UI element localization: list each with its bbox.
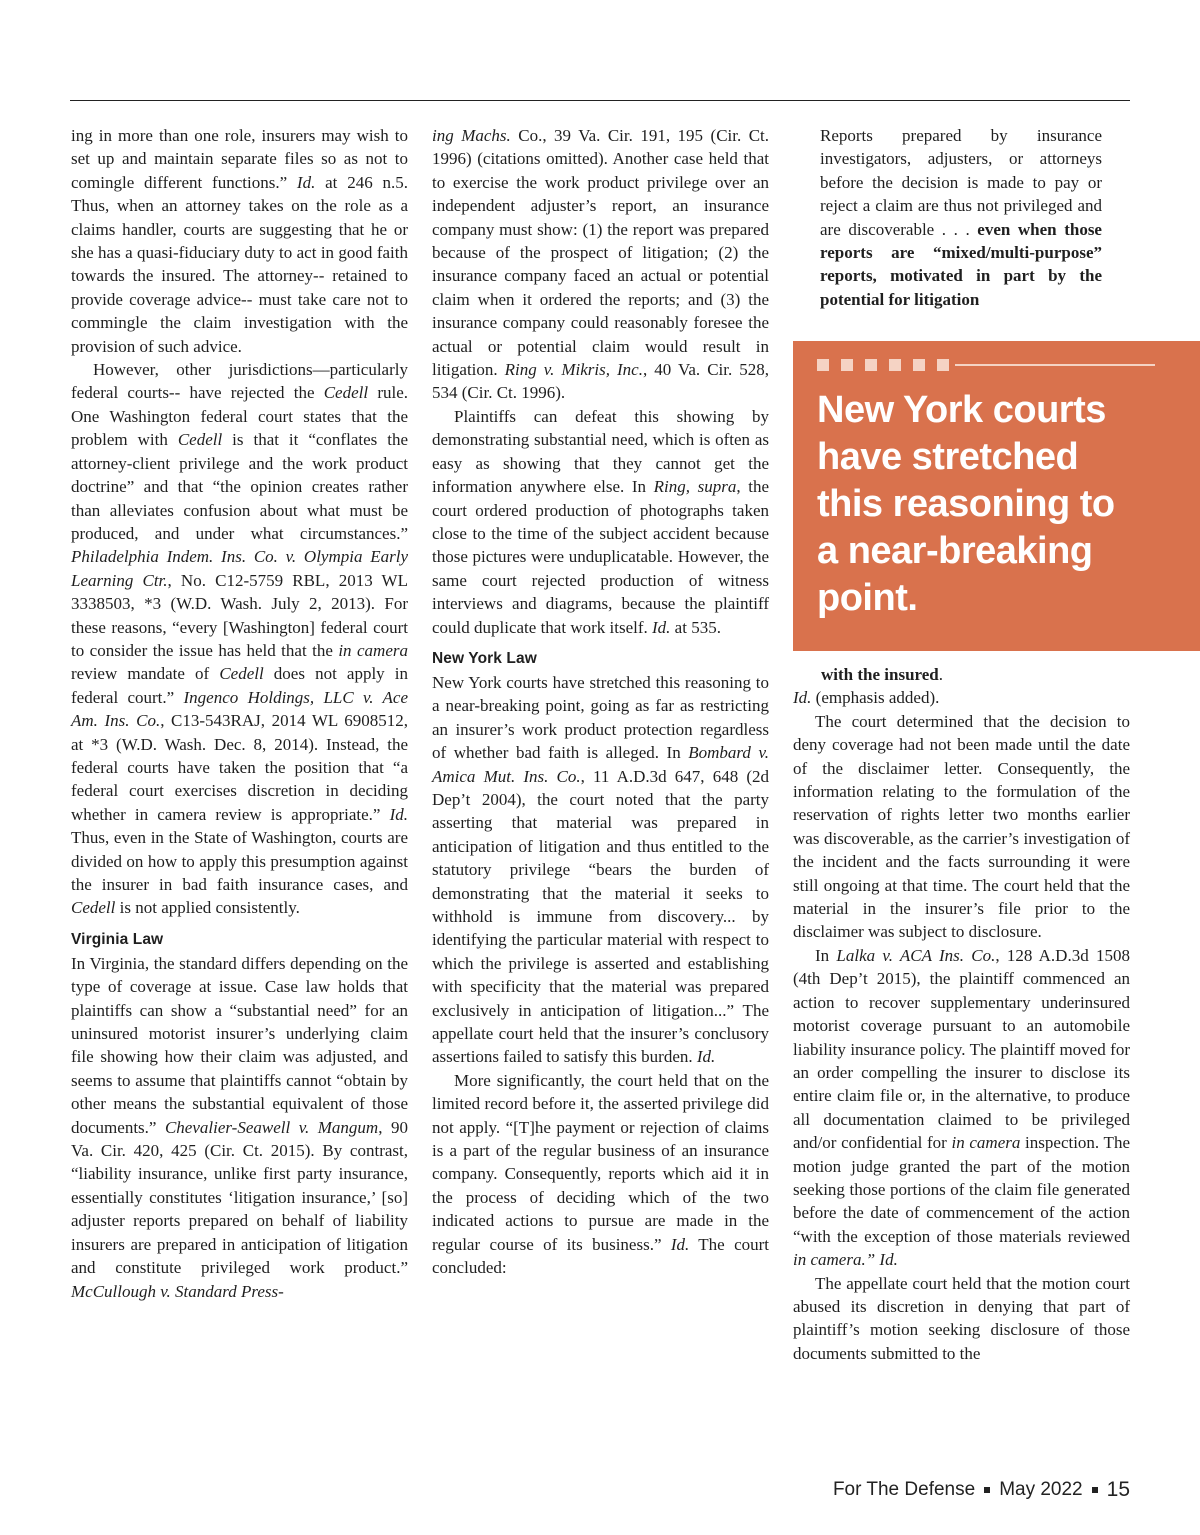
quote-text: Reports prepared by insurance investigators, adjusters, or attorneys before the decision is made to pay or reject a claim are thus not privileged and are discoverable . . . even when those reports are “mixed/multi-purpose” reports, motivated in part by the potential for litigation: [820, 126, 1102, 309]
column-2: [432, 124, 769, 1280]
column-1: [71, 124, 408, 1303]
paragraph: The court determined that the decision to deny coverage had not been made until the date of the disclaimer letter. Consequently, the information relating to the formulation of the reservation of rights letter two months earlier was discoverable, as the carrier’s investigation of the incident and the facts surrounding it were still ongoing at that time. The court held that the material in the insurer’s file prior to the disclaimer was subject to disclosure.: [793, 711, 1130, 942]
top-rule: [70, 100, 1130, 101]
issue-date: May 2022: [999, 1479, 1083, 1500]
bullet-separator: [1092, 1487, 1098, 1493]
column-3: [793, 663, 1130, 1365]
paragraph: More significantly, the court held that on the limited record before it, the asserted privilege did not apply. “[T]he payment or rejection of claims is a part of the regular business of an insurance company. Consequently, reports which aid it in the process of deciding which of the two indicated actions to pursue are made in the regular course of its business.” Id. The court concluded:: [432, 1070, 769, 1278]
paragraph: Plaintiffs can defeat this showing by demonstrating substantial need, which is often as easy as showing that they cannot get the information anywhere else. In Ring, supra, the court ordered production of photographs taken close to the time of the subject accident because those pictures were unduplicatable. However, the same court rejected production of witness interviews and diagrams, because the plaintiff could duplicate that work itself. Id. at 535.: [432, 406, 769, 637]
page-number: 15: [1106, 1478, 1130, 1501]
publication-name: For The Defense: [832, 1479, 976, 1500]
pull-quote-text: New York courts have stretched this reasoning to a near-breaking point.: [817, 389, 1115, 619]
section-heading-new-york: New York Law: [432, 649, 537, 667]
pull-quote-ornament: [817, 359, 1131, 371]
bullet-separator: [984, 1487, 990, 1493]
page-footer: [833, 1478, 1130, 1502]
paragraph: In Lalka v. ACA Ins. Co., 128 A.D.3d 1508 (4th Dep’t 2015), the plaintiff commenced an action to recover supplementary underinsured motorist coverage pursuant to an automobile liability insurance policy. The plaintiff moved for an order compelling the insurer to disclose its entire claim file or, in the alternative, to produce all documentation claimed to be privileged and/or confidential for in camera inspection. The motion judge granted the part of the motion seeking those portions of the claim file generated before the date of commencement of the action “with the exception of those materials reviewed in camera.” Id.: [793, 945, 1130, 1270]
citation: Id. (emphasis added).: [793, 688, 940, 708]
section-heading-virginia: Virginia Law: [71, 930, 164, 948]
paragraph: The appellate court held that the motion court abused its discretion in denying that part of plaintiff’s motion seeking disclosure of those documents submitted to the: [793, 1273, 1130, 1363]
quote-continuation: with the insured.: [821, 665, 944, 684]
paragraph: ing in more than one role, insurers may wish to set up and maintain separate files so as not to comingle different functions.” Id. at 246 n.5. Thus, when an attorney takes on the role as a claims handler, courts are suggesting that he or she has a quasi-fiduciary duty to act in good faith towards the insured. The attorney-- retained to provide coverage advice-- must take care not to commingle the claim investigation with the provision of such advice.: [71, 126, 408, 356]
paragraph: In Virginia, the standard differs depending on the type of coverage at issue. Case law holds that plaintiffs can show a “substantial need” for an uninsured motorist insurer’s underlying claim file showing how their claim was adjusted, and seems to assume that plaintiffs cannot “obtain by other means the substantial equivalent of those documents.” Chevalier-Seawell v. Mangum, 90 Va. Cir. 420, 425 (Cir. Ct. 2015). By contrast, “liability insurance, unlike first party insurance, essentially constitutes ‘litigation insurance,’ [so] adjuster reports prepared on behalf of liability insurers are prepared in anticipation of litigation and constitute privileged work product.” McCullough v. Standard Press-: [71, 953, 408, 1301]
pull-quote: [793, 341, 1200, 651]
block-quote: [820, 124, 1102, 311]
paragraph: ing Machs. Co., 39 Va. Cir. 191, 195 (Cir. Ct. 1996) (citations omitted). Another case held that to exercise the work product privilege over an independent adjuster’s report, an insurance company must show: (1) the report was prepared because of the prospect of litigation; (2) the insurance company faced an actual or potential claim when it ordered the reports; and (3) the insurance company could reasonably foresee the actual or potential claim would result in litigation. Ring v. Mikris, Inc., 40 Va. Cir. 528, 534 (Cir. Ct. 1996).: [432, 126, 770, 403]
paragraph: However, other jurisdictions—particularly federal courts-- have rejected the Cedell rule. One Washington federal court states that the problem with Cedell is that it “conflates the attorney-client privilege and the work product doctrine” and that “the opinion creates rather than alleviates confusion about what must be produced, and under what circumstances.” Philadelphia Indem. Ins. Co. v. Olympia Early Learning Ctr., No. C12-5759 RBL, 2013 WL 3338503, *3 (W.D. Wash. July 2, 2013). For these reasons, “every [Washington] federal court to consider the issue has held that the in camera review mandate of Cedell does not apply in federal court.” Ingenco Holdings, LLC v. Ace Am. Ins. Co., C13-543RAJ, 2014 WL 6908512, at *3 (W.D. Wash. Dec. 8, 2014). Instead, the federal courts have taken the position that “a federal court exercises discretion in deciding whether in camera review is appropriate.” Id. Thus, even in the State of Washington, courts are divided on how to apply this presumption against the insurer in bad faith insurance cases, and Cedell is not applied consistently.: [71, 360, 408, 918]
paragraph: New York courts have stretched this reasoning to a near-breaking point, going as far as restricting an insurer’s work product protection regardless of whether bad faith is alleged. In Bombard v. Amica Mut. Ins. Co., 11 A.D.3d 647, 648 (2d Dep’t 2004), the court noted that the party asserting that material was prepared in anticipation of litigation and thus entitled to the statutory privilege “bears the burden of demonstrating that the material it seeks to withhold is immune from discovery... by identifying the particular material with respect to which the privilege is asserted and establishing with specificity that the material was prepared exclusively in anticipation of litigation...” The appellate court held that the insurer’s conclusory assertions failed to satisfy this burden. Id.: [432, 672, 769, 1067]
